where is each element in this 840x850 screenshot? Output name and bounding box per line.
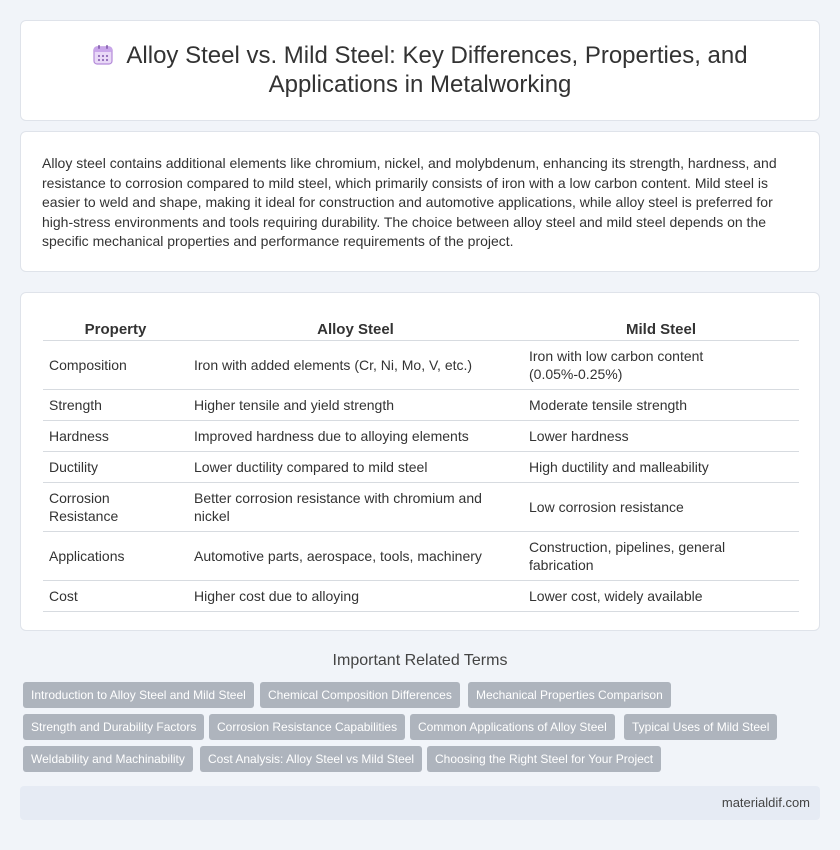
- mild-steel-cell: Iron with low carbon content (0.05%-0.25%): [523, 341, 799, 390]
- related-tag-chemical-composition[interactable]: Chemical Composition Differences: [260, 682, 460, 708]
- table-row: [43, 581, 799, 612]
- mild-steel-cell: Moderate tensile strength: [523, 390, 799, 421]
- page-title-line1: Alloy Steel vs. Mild Steel: Key Differences, Properties, and: [21, 41, 819, 70]
- comparison-table: [43, 315, 799, 612]
- mild-steel-cell: Construction, pipelines, general fabrication: [523, 532, 799, 581]
- alloy-steel-cell: Improved hardness due to alloying elements: [188, 421, 523, 452]
- footer-bar: [20, 786, 820, 820]
- property-cell: Strength: [43, 390, 188, 421]
- alloy-steel-cell: Lower ductility compared to mild steel: [188, 452, 523, 483]
- table-row: [43, 421, 799, 452]
- related-tag-choosing-steel[interactable]: Choosing the Right Steel for Your Project: [427, 746, 661, 772]
- page-title: [21, 41, 819, 99]
- intro-paragraph: Alloy steel contains additional elements like chromium, nickel, and molybdenum, enhancing its strength, hardness, and resistance to corrosion compared to mild steel, which primarily consists of iron with a low carbon content. Mild steel is easier to weld and shape, making it ideal for construction and automotive applications, while alloy steel is preferred for high-stress environments and tools requiring durability. The choice between alloy steel and mild steel depends on the specific mechanical properties and performance requirements of the project.: [42, 155, 777, 249]
- page-title-line2: Applications in Metalworking: [268, 71, 572, 98]
- related-tag-strength-durability[interactable]: Strength and Durability Factors: [23, 714, 204, 740]
- comparison-table-card: [20, 292, 820, 631]
- table-row: [43, 532, 799, 581]
- property-cell: Ductility: [43, 452, 188, 483]
- property-cell: Cost: [43, 581, 188, 612]
- table-row: [43, 341, 799, 390]
- property-cell: Applications: [43, 532, 188, 581]
- header-alloy-steel: Alloy Steel: [188, 315, 523, 341]
- alloy-steel-cell: Automotive parts, aerospace, tools, machinery: [188, 532, 523, 581]
- alloy-steel-cell: Higher cost due to alloying: [188, 581, 523, 612]
- related-tag-intro[interactable]: Introduction to Alloy Steel and Mild Steel: [23, 682, 254, 708]
- alloy-steel-cell: Better corrosion resistance with chromium and nickel: [188, 483, 523, 532]
- related-tag-corrosion-resistance[interactable]: Corrosion Resistance Capabilities: [209, 714, 405, 740]
- table-row: [43, 390, 799, 421]
- mild-steel-cell: Lower hardness: [523, 421, 799, 452]
- property-cell: Composition: [43, 341, 188, 390]
- property-cell: Hardness: [43, 421, 188, 452]
- header-property: Property: [43, 315, 188, 341]
- related-tag-mechanical-properties[interactable]: Mechanical Properties Comparison: [468, 682, 671, 708]
- related-tag-weldability[interactable]: Weldability and Machinability: [23, 746, 193, 772]
- table-row: [43, 483, 799, 532]
- related-terms-heading: Important Related Terms: [332, 652, 508, 669]
- mild-steel-cell: Low corrosion resistance: [523, 483, 799, 532]
- related-tag-cost-analysis[interactable]: Cost Analysis: Alloy Steel vs Mild Steel: [200, 746, 422, 772]
- mild-steel-cell: Lower cost, widely available: [523, 581, 799, 612]
- related-tag-mild-steel-uses[interactable]: Typical Uses of Mild Steel: [624, 714, 777, 740]
- property-cell: Corrosion Resistance: [43, 483, 188, 532]
- header-mild-steel: Mild Steel: [523, 315, 799, 341]
- intro-card: [20, 131, 820, 272]
- header-card: [20, 20, 820, 121]
- alloy-steel-cell: Iron with added elements (Cr, Ni, Mo, V, etc.): [188, 341, 523, 390]
- table-header-row: [43, 315, 799, 341]
- related-tag-alloy-applications[interactable]: Common Applications of Alloy Steel: [410, 714, 615, 740]
- mild-steel-cell: High ductility and malleability: [523, 452, 799, 483]
- calendar-icon: [92, 44, 114, 66]
- table-row: [43, 452, 799, 483]
- footer-site-name: materialdif.com: [721, 795, 810, 810]
- alloy-steel-cell: Higher tensile and yield strength: [188, 390, 523, 421]
